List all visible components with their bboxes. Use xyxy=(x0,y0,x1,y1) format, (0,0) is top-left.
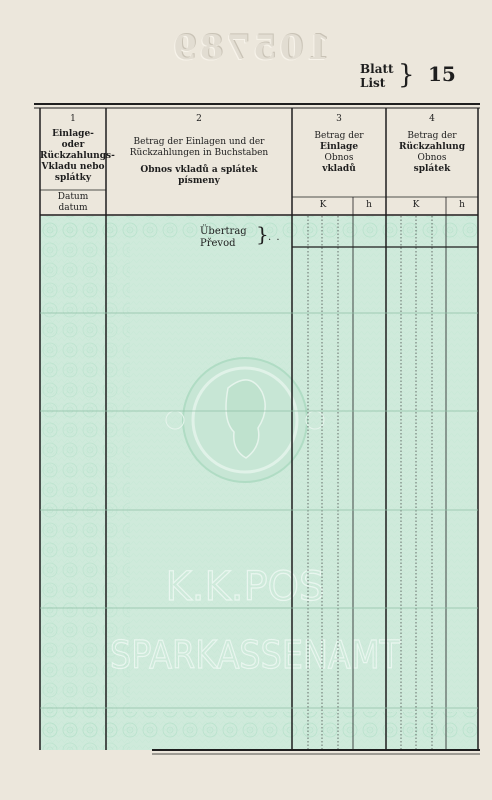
column-2-title-cz: Obnos vkladů a splátek písmeny xyxy=(140,165,258,186)
column-3-title-cz-2: vkladů xyxy=(322,164,356,174)
column-4-k-label: K xyxy=(412,200,420,210)
column-1-date-header xyxy=(40,192,106,214)
column-3-number: 3 xyxy=(336,114,342,124)
column-3-h-label: h xyxy=(366,200,372,210)
column-1-title-cz: Vkladu nebo splátky xyxy=(41,162,105,183)
column-4-title-cz-1: Obnos xyxy=(417,153,447,163)
date-label-cz: datum xyxy=(58,203,88,213)
carry-over-dots: . . xyxy=(268,232,281,243)
column-4-header xyxy=(386,114,478,175)
column-3-k-label: K xyxy=(319,200,327,210)
column-4-number: 4 xyxy=(429,114,435,124)
column-3-header xyxy=(292,114,386,175)
carry-over-label xyxy=(200,226,247,250)
date-label-de: Datum xyxy=(57,192,89,202)
column-2-number: 2 xyxy=(196,114,202,124)
carry-over-de: Übertrag xyxy=(200,226,247,237)
column-1-header xyxy=(40,114,115,184)
column-3-title-de-1: Betrag der xyxy=(314,131,364,141)
embossed-serial-number: 105789 xyxy=(170,28,330,68)
column-2-title-de: Betrag der Einlagen und der Rückzahlungen in Buchstaben xyxy=(129,137,269,158)
list-label: List xyxy=(360,76,386,90)
column-3-title-cz-1: Obnos xyxy=(324,153,354,163)
blatt-label: Blatt xyxy=(360,62,394,76)
watermark-line2: SPARKASSENAMT xyxy=(110,633,401,677)
column-4-title-de-1: Betrag der xyxy=(407,131,457,141)
page-number: 15 xyxy=(428,62,456,86)
column-1-number: 1 xyxy=(70,114,76,124)
column-1-title-de: Einlage- oder Rückzahlungs- xyxy=(40,129,115,161)
carry-over-brace-icon: } xyxy=(256,222,269,246)
column-4-title-de-2: Rückzahlung xyxy=(398,142,466,152)
column-4-title-cz-2: splátek xyxy=(413,164,451,174)
carry-over-cz: Převod xyxy=(200,238,236,249)
column-4-h-label: h xyxy=(459,200,465,210)
watermark-line1: K.K.POS xyxy=(165,564,325,610)
column-3-title-de-2: Einlage xyxy=(319,142,359,152)
brace-icon: } xyxy=(398,60,415,90)
column-2-header xyxy=(112,114,286,187)
